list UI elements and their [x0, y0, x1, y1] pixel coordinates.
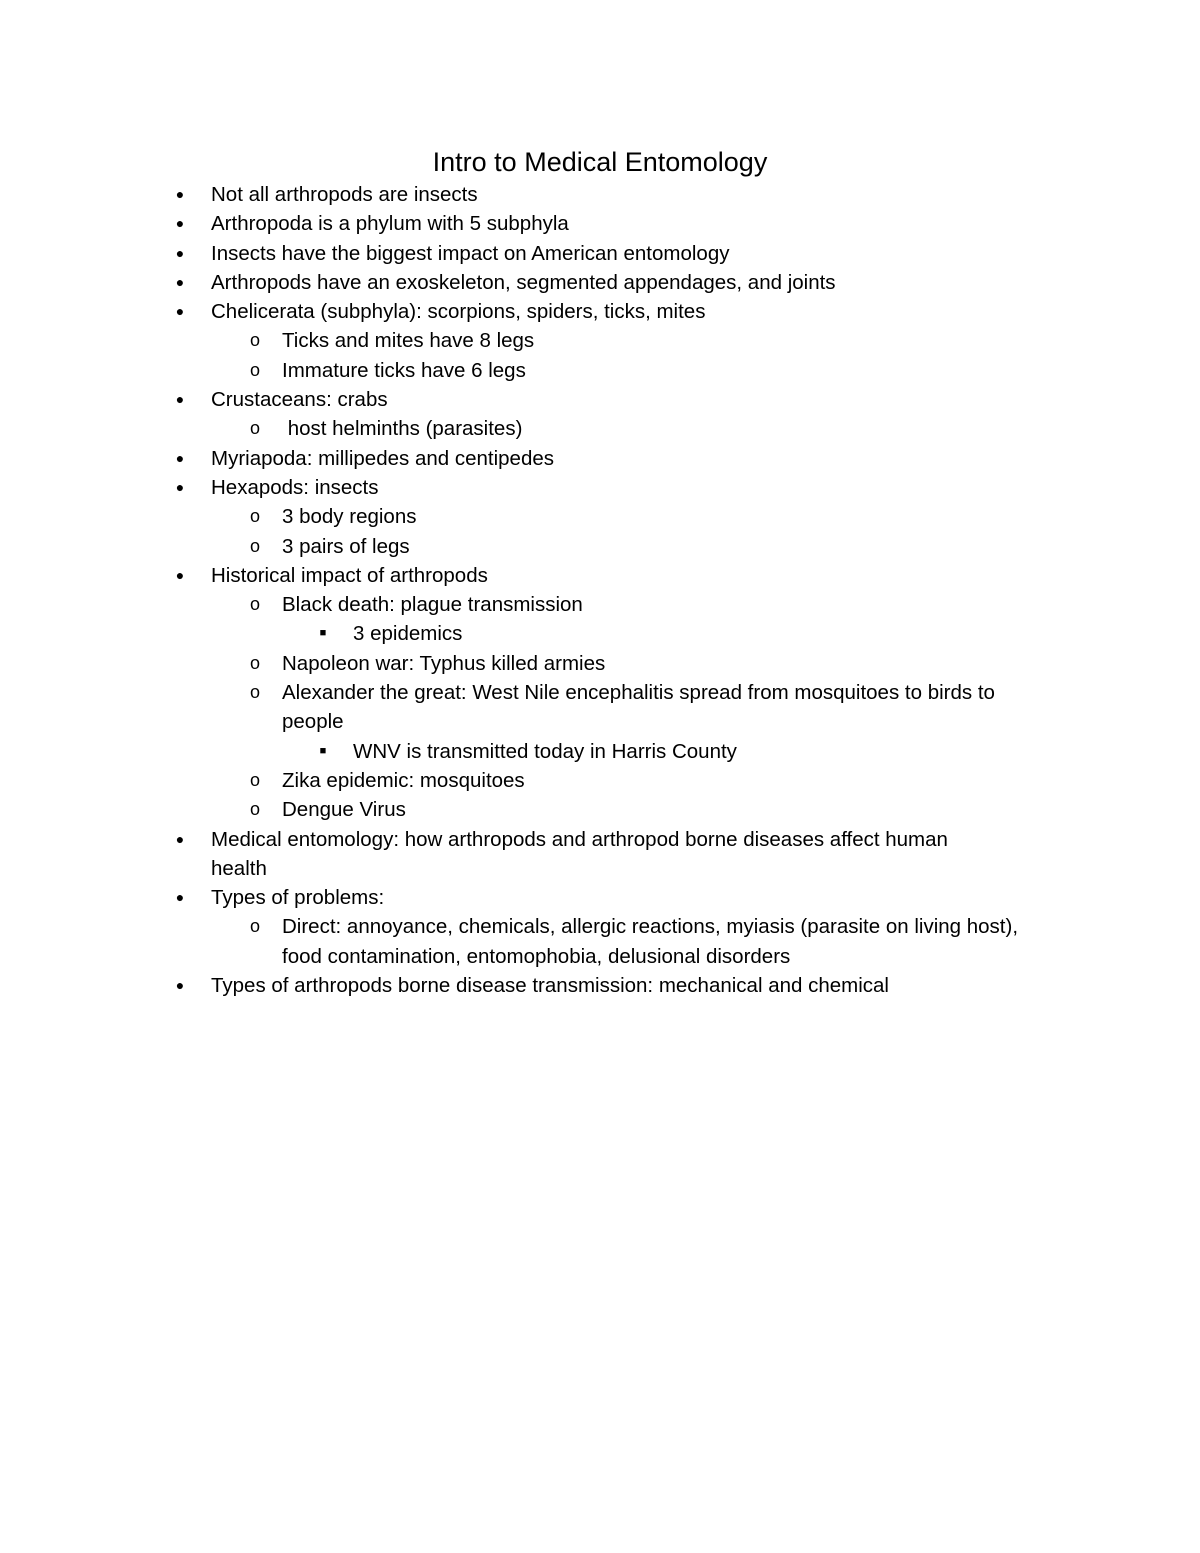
- list-item-text: health: [211, 856, 267, 880]
- sub-bullet-icon: o: [249, 682, 260, 703]
- sub-bullet-icon: o: [249, 330, 260, 351]
- sub-bullet-icon: o: [249, 799, 260, 820]
- list-item-text: Types of arthropods borne disease transmission: mechanical and chemical: [211, 974, 889, 998]
- list-item: [0, 502, 1200, 531]
- list-item-text: 3 body regions: [282, 505, 417, 529]
- list-item: [0, 239, 1200, 268]
- list-item-text: Insects have the biggest impact on American entomology: [211, 241, 730, 265]
- bullet-icon: ●: [175, 478, 185, 495]
- sub-bullet-icon: o: [249, 916, 260, 937]
- sub-bullet-icon: [245, 942, 265, 971]
- list-item: [0, 326, 1200, 355]
- list-item: [0, 737, 1200, 766]
- list-item-continuation: [0, 854, 1200, 883]
- list-item: [0, 912, 1200, 941]
- sub-bullet-icon: o: [249, 769, 260, 790]
- list-item: [0, 590, 1200, 619]
- list-item: [0, 883, 1200, 912]
- list-item-text: Types of problems:: [211, 886, 385, 910]
- notes-list: [0, 180, 1200, 1000]
- list-item-text: Zika epidemic: mosquitoes: [282, 768, 525, 792]
- sub-bullet-icon: o: [249, 652, 260, 673]
- list-item-continuation: [0, 707, 1200, 736]
- list-item: [0, 766, 1200, 795]
- list-item-text: Black death: plague transmission: [282, 593, 583, 617]
- list-item-text: Arthropods have an exoskeleton, segmented appendages, and joints: [211, 270, 836, 294]
- bullet-icon: ●: [175, 889, 185, 906]
- bullet-icon: ●: [175, 273, 185, 290]
- list-item-text: Not all arthropods are insects: [211, 183, 478, 206]
- list-item-text: Historical impact of arthropods: [211, 563, 488, 587]
- list-item: [0, 414, 1200, 443]
- list-item: [0, 649, 1200, 678]
- list-item: [0, 444, 1200, 473]
- list-item: [0, 678, 1200, 707]
- list-item-text: host helminths (parasites): [282, 417, 523, 441]
- list-item-text: people: [282, 710, 344, 734]
- list-item: [0, 619, 1200, 648]
- list-item-text: Myriapoda: millipedes and centipedes: [211, 446, 555, 470]
- bullet-icon: ●: [175, 830, 185, 847]
- list-item: [0, 297, 1200, 326]
- list-item: [0, 971, 1200, 1000]
- list-item: [0, 209, 1200, 238]
- list-item-text: Hexapods: insects: [211, 475, 379, 499]
- list-item-text: 3 epidemics: [353, 622, 463, 646]
- list-item-continuation: [0, 942, 1200, 971]
- list-item-text: 3 pairs of legs: [282, 534, 410, 558]
- list-item-text: food contamination, entomophobia, delusional disorders: [282, 944, 791, 968]
- list-item: [0, 561, 1200, 590]
- list-item-text: WNV is transmitted today in Harris County: [353, 739, 737, 763]
- list-item-text: Ticks and mites have 8 legs: [282, 329, 535, 353]
- list-item-text: Medical entomology: how arthropods and arthropod borne diseases affect human: [211, 827, 948, 851]
- sub-bullet-icon: o: [249, 506, 260, 527]
- bullet-icon: ●: [175, 449, 185, 466]
- square-bullet-icon: ■: [319, 744, 327, 757]
- list-item-text: Direct: annoyance, chemicals, allergic reactions, myiasis (parasite on living host),: [282, 915, 1019, 939]
- list-item-text: Arthropoda is a phylum with 5 subphyla: [211, 212, 569, 236]
- sub-bullet-icon: [245, 707, 265, 736]
- list-item: [0, 473, 1200, 502]
- list-item-text: Chelicerata (subphyla): scorpions, spiders, ticks, mites: [211, 300, 706, 324]
- list-item-text: Napoleon war: Typhus killed armies: [282, 651, 606, 675]
- list-item: [0, 385, 1200, 414]
- bullet-icon: ●: [175, 566, 185, 583]
- square-bullet-icon: ■: [319, 627, 327, 640]
- list-item-text: Alexander the great: West Nile encephalitis spread from mosquitoes to birds to: [282, 681, 995, 705]
- list-item: [0, 268, 1200, 297]
- list-item: [0, 795, 1200, 824]
- sub-bullet-icon: o: [249, 418, 260, 439]
- page-title: Intro to Medical Entomology: [432, 147, 768, 177]
- list-item-text: Dengue Virus: [282, 798, 406, 822]
- bullet-icon: [170, 854, 190, 883]
- bullet-icon: ●: [175, 391, 185, 408]
- bullet-icon: ●: [175, 303, 185, 320]
- list-item: [0, 356, 1200, 385]
- sub-bullet-icon: o: [249, 594, 260, 615]
- list-item-text: Immature ticks have 6 legs: [282, 358, 526, 382]
- list-item: [0, 180, 1200, 209]
- sub-bullet-icon: o: [249, 359, 260, 380]
- bullet-icon: ●: [175, 977, 185, 994]
- bullet-icon: ●: [175, 186, 185, 202]
- list-item: [0, 532, 1200, 561]
- list-item-text: Crustaceans: crabs: [211, 388, 388, 412]
- bullet-icon: ●: [175, 244, 185, 261]
- sub-bullet-icon: o: [249, 535, 260, 556]
- list-item: [0, 825, 1200, 854]
- bullet-icon: ●: [175, 215, 185, 232]
